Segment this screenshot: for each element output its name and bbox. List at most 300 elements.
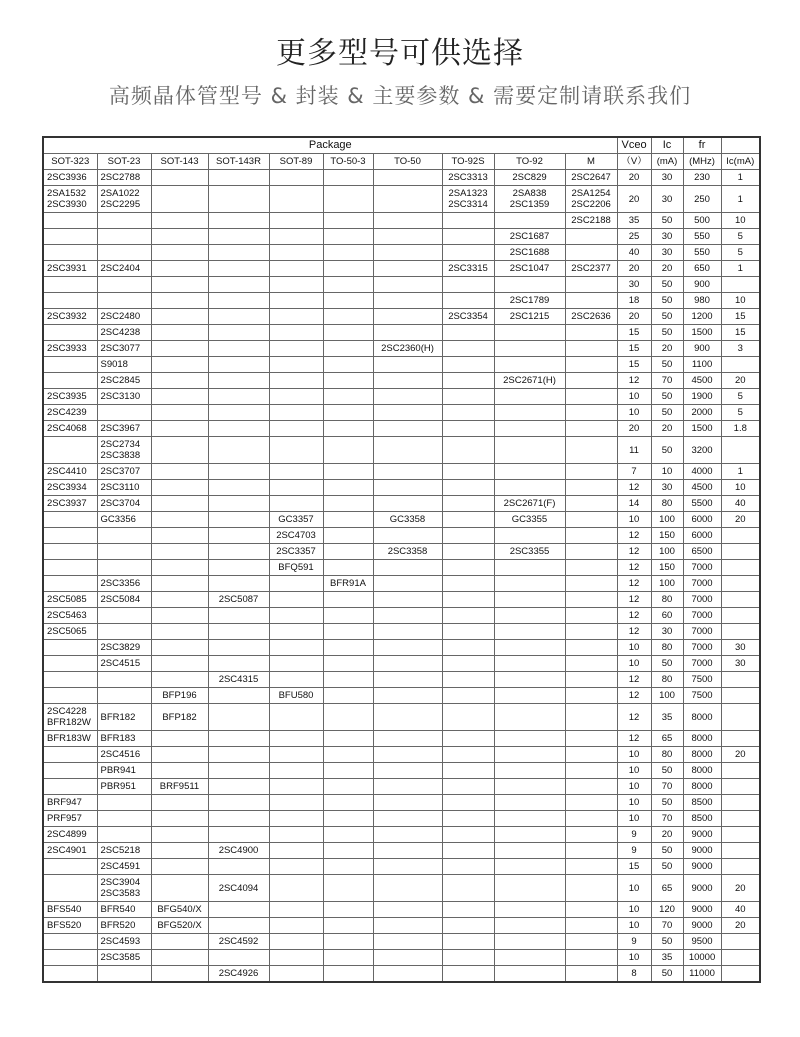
table-cell <box>721 934 760 950</box>
table-cell <box>565 656 617 672</box>
table-cell <box>442 875 494 902</box>
table-cell <box>323 656 373 672</box>
table-cell <box>269 186 323 213</box>
table-cell <box>323 608 373 624</box>
table-cell: 8 <box>617 966 651 983</box>
table-cell <box>721 544 760 560</box>
table-cell: 2SC5065 <box>43 624 97 640</box>
table-cell <box>269 437 323 464</box>
table-cell: 2SC2845 <box>97 373 151 389</box>
table-cell <box>151 405 208 421</box>
table-cell <box>97 544 151 560</box>
table-cell <box>565 859 617 875</box>
table-row <box>43 592 760 608</box>
table-cell <box>721 950 760 966</box>
table-cell <box>269 480 323 496</box>
table-cell: 2SC2671(H) <box>494 373 565 389</box>
table-cell <box>373 229 442 245</box>
table-cell <box>269 464 323 480</box>
table-cell: 12 <box>617 544 651 560</box>
table-cell <box>97 528 151 544</box>
table-cell: 2SC5463 <box>43 608 97 624</box>
col-header: SOT-323 <box>43 154 97 170</box>
table-cell: 70 <box>651 811 683 827</box>
table-cell <box>565 512 617 528</box>
table-cell <box>323 213 373 229</box>
table-cell: 100 <box>651 576 683 592</box>
table-cell <box>721 672 760 688</box>
table-cell: 2SC3313 <box>442 170 494 186</box>
table-cell: 2SC3704 <box>97 496 151 512</box>
table-cell <box>373 672 442 688</box>
table-cell: 10 <box>617 640 651 656</box>
table-cell <box>323 309 373 325</box>
table-cell: 80 <box>651 640 683 656</box>
table-cell <box>208 918 269 934</box>
table-cell <box>565 731 617 747</box>
table-row <box>43 213 760 229</box>
table-cell <box>43 576 97 592</box>
table-cell <box>151 731 208 747</box>
table-cell: 2SC3932 <box>43 309 97 325</box>
table-cell: 10 <box>617 512 651 528</box>
table-cell: 20 <box>721 918 760 934</box>
table-cell: 7500 <box>683 688 721 704</box>
table-cell <box>494 277 565 293</box>
table-cell <box>151 608 208 624</box>
table-cell <box>43 293 97 309</box>
table-cell: BFR520 <box>97 918 151 934</box>
table-cell <box>323 170 373 186</box>
table-cell <box>323 688 373 704</box>
table-cell <box>323 950 373 966</box>
table-cell <box>208 779 269 795</box>
col-header: TO-92S <box>442 154 494 170</box>
col-header: SOT-23 <box>97 154 151 170</box>
table-cell <box>373 875 442 902</box>
table-cell <box>208 325 269 341</box>
table-cell <box>269 747 323 763</box>
table-cell: 10 <box>721 480 760 496</box>
table-cell <box>208 496 269 512</box>
table-cell: 2SA1323 2SC3314 <box>442 186 494 213</box>
table-cell <box>43 763 97 779</box>
table-cell <box>494 357 565 373</box>
table-cell <box>97 688 151 704</box>
table-cell: 150 <box>651 528 683 544</box>
table-cell: 2SC4410 <box>43 464 97 480</box>
table-cell: 2SC4899 <box>43 827 97 843</box>
table-cell <box>269 763 323 779</box>
table-cell <box>208 811 269 827</box>
table-cell <box>269 672 323 688</box>
table-cell <box>721 688 760 704</box>
table-cell: 15 <box>617 325 651 341</box>
table-cell <box>373 624 442 640</box>
table-cell <box>373 747 442 763</box>
table-cell <box>269 576 323 592</box>
table-cell: BFS520 <box>43 918 97 934</box>
table-row <box>43 672 760 688</box>
table-cell: 12 <box>617 672 651 688</box>
table-cell <box>97 213 151 229</box>
table-cell <box>494 811 565 827</box>
table-cell <box>373 763 442 779</box>
table-cell: 7000 <box>683 608 721 624</box>
table-row <box>43 341 760 357</box>
table-cell: 8000 <box>683 763 721 779</box>
table-cell <box>208 528 269 544</box>
table-cell: 2SC3931 <box>43 261 97 277</box>
table-cell <box>323 640 373 656</box>
table-cell <box>373 950 442 966</box>
col-header: SOT-89 <box>269 154 323 170</box>
table-cell: 230 <box>683 170 721 186</box>
col-header: SOT-143 <box>151 154 208 170</box>
table-cell <box>269 496 323 512</box>
table-cell: 4500 <box>683 480 721 496</box>
table-cell: 30 <box>651 624 683 640</box>
table-cell <box>721 763 760 779</box>
table-row <box>43 902 760 918</box>
table-cell <box>494 672 565 688</box>
table-cell: 50 <box>651 763 683 779</box>
table-cell: BFR540 <box>97 902 151 918</box>
table-cell: 40 <box>721 902 760 918</box>
table-cell <box>269 325 323 341</box>
table-cell: 80 <box>651 592 683 608</box>
table-cell <box>151 950 208 966</box>
table-cell <box>97 405 151 421</box>
table-cell <box>208 795 269 811</box>
table-cell <box>151 592 208 608</box>
table-cell <box>565 373 617 389</box>
table-cell: 250 <box>683 186 721 213</box>
table-cell: 2SC2788 <box>97 170 151 186</box>
table-cell <box>323 592 373 608</box>
table-cell: 2SC3937 <box>43 496 97 512</box>
table-cell: 2SC4592 <box>208 934 269 950</box>
table-cell: 20 <box>617 170 651 186</box>
table-cell <box>494 731 565 747</box>
table-cell <box>97 229 151 245</box>
table-cell <box>721 576 760 592</box>
table-cell: 9000 <box>683 875 721 902</box>
table-cell: 2SC3354 <box>442 309 494 325</box>
table-cell: 1 <box>721 186 760 213</box>
table-cell <box>442 918 494 934</box>
table-cell: 2SC2647 <box>565 170 617 186</box>
table-cell <box>494 875 565 902</box>
table-cell <box>721 357 760 373</box>
table-cell <box>442 731 494 747</box>
table-cell <box>565 528 617 544</box>
table-cell <box>721 811 760 827</box>
table-cell <box>269 640 323 656</box>
table-cell <box>442 934 494 950</box>
ic-test-header-top <box>721 137 760 154</box>
table-cell <box>151 277 208 293</box>
table-cell: 10 <box>617 902 651 918</box>
table-cell: 550 <box>683 245 721 261</box>
table-cell <box>494 795 565 811</box>
table-cell: 2SC4239 <box>43 405 97 421</box>
col-header: TO-92 <box>494 154 565 170</box>
table-cell <box>269 966 323 983</box>
table-cell: 10 <box>651 464 683 480</box>
table-cell: 3200 <box>683 437 721 464</box>
table-cell: 2SC1047 <box>494 261 565 277</box>
table-cell: 10 <box>617 950 651 966</box>
table-cell <box>565 624 617 640</box>
table-cell <box>43 325 97 341</box>
table-cell <box>43 528 97 544</box>
table-cell <box>208 640 269 656</box>
table-cell <box>494 859 565 875</box>
table-cell <box>721 827 760 843</box>
table-cell <box>151 875 208 902</box>
table-cell <box>442 704 494 731</box>
table-cell: 9000 <box>683 827 721 843</box>
table-row <box>43 608 760 624</box>
table-cell <box>151 560 208 576</box>
table-cell <box>721 592 760 608</box>
table-cell: 1500 <box>683 325 721 341</box>
table-cell <box>323 496 373 512</box>
table-cell <box>442 421 494 437</box>
table-cell: 20 <box>617 186 651 213</box>
table-cell: 15 <box>721 325 760 341</box>
table-row <box>43 496 760 512</box>
table-cell <box>721 608 760 624</box>
table-cell <box>323 747 373 763</box>
table-cell: 10 <box>617 405 651 421</box>
table-cell <box>373 704 442 731</box>
table-cell <box>494 934 565 950</box>
table-cell <box>43 656 97 672</box>
table-cell <box>373 170 442 186</box>
table-cell <box>442 950 494 966</box>
table-cell <box>494 640 565 656</box>
table-cell: 8000 <box>683 704 721 731</box>
table-cell <box>151 934 208 950</box>
table-cell <box>721 704 760 731</box>
table-cell: 7 <box>617 464 651 480</box>
table-cell <box>208 902 269 918</box>
table-cell <box>151 859 208 875</box>
table-cell <box>494 560 565 576</box>
table-cell <box>373 779 442 795</box>
table-cell <box>43 934 97 950</box>
table-cell <box>373 859 442 875</box>
table-cell <box>151 309 208 325</box>
table-cell <box>269 656 323 672</box>
table-cell: 12 <box>617 528 651 544</box>
table-cell <box>442 966 494 983</box>
table-row <box>43 325 760 341</box>
table-cell: GC3355 <box>494 512 565 528</box>
table-cell: 550 <box>683 229 721 245</box>
table-cell <box>565 480 617 496</box>
table-cell <box>565 875 617 902</box>
transistor-table-container <box>42 136 759 983</box>
table-cell: 1900 <box>683 389 721 405</box>
table-cell <box>151 512 208 528</box>
table-cell <box>208 859 269 875</box>
table-row <box>43 576 760 592</box>
table-cell: 70 <box>651 918 683 934</box>
table-cell <box>373 592 442 608</box>
table-cell: 2SC5084 <box>97 592 151 608</box>
table-cell <box>151 576 208 592</box>
table-cell: 50 <box>651 405 683 421</box>
table-cell: 8000 <box>683 731 721 747</box>
ft-header: fr <box>683 137 721 154</box>
table-cell <box>269 624 323 640</box>
table-cell <box>442 245 494 261</box>
table-cell <box>721 277 760 293</box>
table-cell <box>269 357 323 373</box>
table-cell <box>565 902 617 918</box>
table-cell <box>373 902 442 918</box>
table-cell: 150 <box>651 560 683 576</box>
table-cell: 50 <box>651 389 683 405</box>
ic-test-unit: Ic(mA) <box>721 154 760 170</box>
table-cell: 12 <box>617 704 651 731</box>
table-cell <box>721 624 760 640</box>
table-cell <box>494 763 565 779</box>
table-cell <box>373 373 442 389</box>
table-cell <box>565 934 617 950</box>
table-cell <box>269 811 323 827</box>
table-cell: 2SC3077 <box>97 341 151 357</box>
table-cell: 20 <box>617 261 651 277</box>
table-cell <box>323 229 373 245</box>
table-cell <box>721 528 760 544</box>
table-cell <box>721 966 760 983</box>
table-cell: 2SC829 <box>494 170 565 186</box>
table-cell <box>208 437 269 464</box>
table-cell <box>373 918 442 934</box>
table-cell <box>373 656 442 672</box>
table-cell <box>494 608 565 624</box>
table-row <box>43 528 760 544</box>
table-cell <box>442 688 494 704</box>
table-cell: 30 <box>721 640 760 656</box>
table-cell <box>151 480 208 496</box>
table-cell <box>442 357 494 373</box>
table-cell <box>323 528 373 544</box>
table-cell <box>373 277 442 293</box>
table-cell: 65 <box>651 875 683 902</box>
table-cell: 2SC3358 <box>373 544 442 560</box>
table-cell: 2SC2671(F) <box>494 496 565 512</box>
table-cell: 7000 <box>683 592 721 608</box>
table-cell: 2SC4926 <box>208 966 269 983</box>
table-cell <box>494 405 565 421</box>
table-row <box>43 795 760 811</box>
table-cell: 35 <box>617 213 651 229</box>
table-cell <box>565 843 617 859</box>
table-cell <box>97 245 151 261</box>
table-cell <box>208 747 269 763</box>
table-cell <box>323 373 373 389</box>
table-cell: 2SC4068 <box>43 421 97 437</box>
table-cell: 65 <box>651 731 683 747</box>
table-cell <box>151 186 208 213</box>
table-cell: 2SC3130 <box>97 389 151 405</box>
table-cell <box>323 480 373 496</box>
table-cell <box>494 656 565 672</box>
table-cell: 2SC4238 <box>97 325 151 341</box>
table-cell <box>373 357 442 373</box>
table-cell: 9000 <box>683 918 721 934</box>
table-cell <box>208 261 269 277</box>
table-cell: 50 <box>651 277 683 293</box>
table-cell: BFS540 <box>43 902 97 918</box>
table-cell <box>442 763 494 779</box>
table-cell: 100 <box>651 688 683 704</box>
table-cell: 2SA1254 2SC2206 <box>565 186 617 213</box>
table-cell: 2SC5085 <box>43 592 97 608</box>
table-cell <box>565 576 617 592</box>
table-cell: PBR941 <box>97 763 151 779</box>
table-cell <box>151 843 208 859</box>
table-cell: 20 <box>617 309 651 325</box>
table-cell <box>43 672 97 688</box>
col-header: TO-50 <box>373 154 442 170</box>
table-cell <box>43 966 97 983</box>
table-cell: 30 <box>651 186 683 213</box>
table-cell <box>565 405 617 421</box>
table-cell: 2SC4591 <box>97 859 151 875</box>
table-cell: 6000 <box>683 512 721 528</box>
table-cell: 2SC1789 <box>494 293 565 309</box>
table-cell <box>442 624 494 640</box>
table-cell: 12 <box>617 373 651 389</box>
table-cell <box>323 859 373 875</box>
table-cell <box>97 624 151 640</box>
table-cell <box>269 405 323 421</box>
transistor-table <box>42 136 761 983</box>
table-row <box>43 421 760 437</box>
table-row <box>43 624 760 640</box>
table-cell <box>442 843 494 859</box>
table-cell: 2SC5218 <box>97 843 151 859</box>
table-cell: 2SC1687 <box>494 229 565 245</box>
table-cell <box>565 293 617 309</box>
table-cell: 9 <box>617 934 651 950</box>
table-cell <box>151 245 208 261</box>
table-cell <box>208 464 269 480</box>
table-cell <box>565 421 617 437</box>
table-cell: 50 <box>651 309 683 325</box>
table-cell: 50 <box>651 843 683 859</box>
table-cell <box>373 309 442 325</box>
package-header: Package <box>43 137 617 154</box>
table-cell: 35 <box>651 950 683 966</box>
table-cell: 50 <box>651 357 683 373</box>
table-cell <box>151 421 208 437</box>
table-cell: 50 <box>651 859 683 875</box>
table-cell <box>269 918 323 934</box>
vceo-unit: （V） <box>617 154 651 170</box>
table-cell <box>565 918 617 934</box>
table-cell <box>373 795 442 811</box>
table-cell <box>151 827 208 843</box>
table-cell <box>151 811 208 827</box>
table-cell: BFG520/X <box>151 918 208 934</box>
